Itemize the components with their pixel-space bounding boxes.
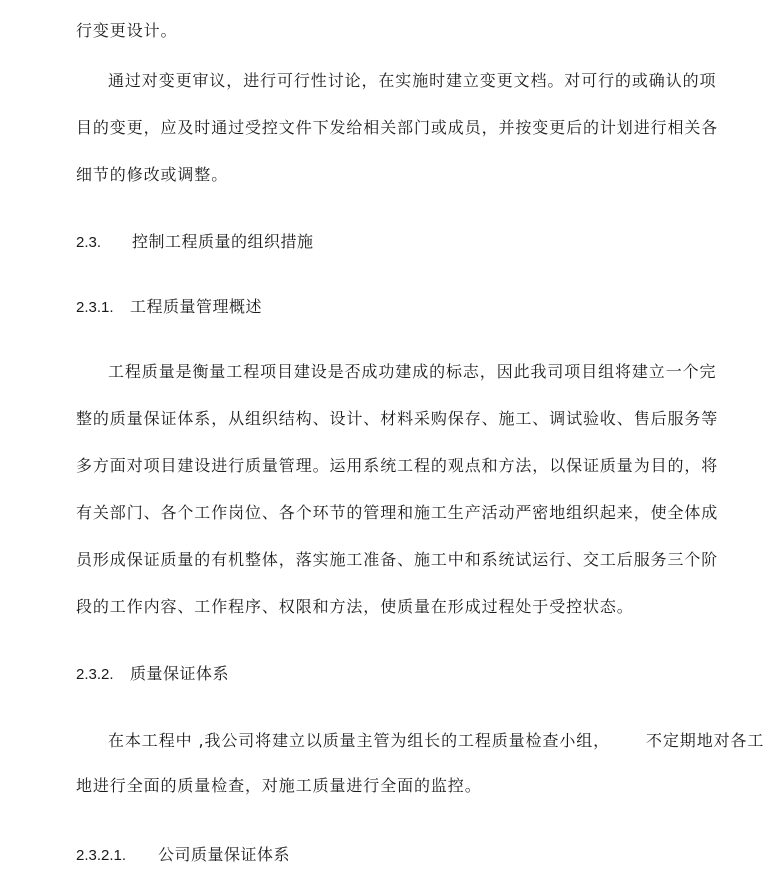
heading-title: 质量保证体系 xyxy=(130,664,230,683)
section-heading-2-3-2 xyxy=(76,664,229,685)
paragraph-line: 在本工程中 ,我公司将建立以质量主管为组长的工程质量检查小组， 不定期地对各工 xyxy=(108,731,765,750)
paragraph-line: 细节的修改或调整。 xyxy=(76,165,229,184)
paragraph-line: 整的质量保证体系，从组织结构、设计、材料采购保存、施工、调试验收、售后服务等 xyxy=(76,409,719,428)
heading-title: 工程质量管理概述 xyxy=(130,297,263,316)
paragraph-line: 员形成保证质量的有机整体，落实施工准备、施工中和系统试运行、交工后服务三个阶 xyxy=(76,550,719,569)
section-heading-2-3-2-1 xyxy=(76,845,290,866)
heading-number: 2.3.2. xyxy=(76,666,114,683)
paragraph-line: 工程质量是衡量工程项目建设是否成功建成的标志，因此我司项目组将建立一个完 xyxy=(108,362,717,381)
paragraph-line: 通过对变更审议，进行可行性讨论，在实施时建立变更文档。对可行的或确认的项 xyxy=(108,71,717,90)
paragraph-line: 多方面对项目建设进行质量管理。运用系统工程的观点和方法，以保证质量为目的，将 xyxy=(76,456,719,475)
heading-title: 公司质量保证体系 xyxy=(158,845,291,864)
heading-number: 2.3.2.1. xyxy=(76,847,127,864)
heading-number: 2.3.1. xyxy=(76,299,114,316)
paragraph-line: 段的工作内容、工作程序、权限和方法，使质量在形成过程处于受控状态。 xyxy=(76,597,634,616)
paragraph-line: 有关部门、各个工作岗位、各个环节的管理和施工生产活动严密地组织起来，使全体成 xyxy=(76,503,719,522)
paragraph-line: 地进行全面的质量检查，对施工质量进行全面的监控。 xyxy=(76,776,482,795)
heading-title: 控制工程质量的组织措施 xyxy=(132,232,314,251)
paragraph-line: 行变更设计。 xyxy=(76,21,178,40)
section-heading-2-3-1 xyxy=(76,297,262,318)
section-heading-2-3 xyxy=(76,232,314,253)
paragraph-line: 目的变更，应及时通过受控文件下发给相关部门或成员，并按变更后的计划进行相关各 xyxy=(76,118,719,137)
heading-number: 2.3. xyxy=(76,234,102,251)
